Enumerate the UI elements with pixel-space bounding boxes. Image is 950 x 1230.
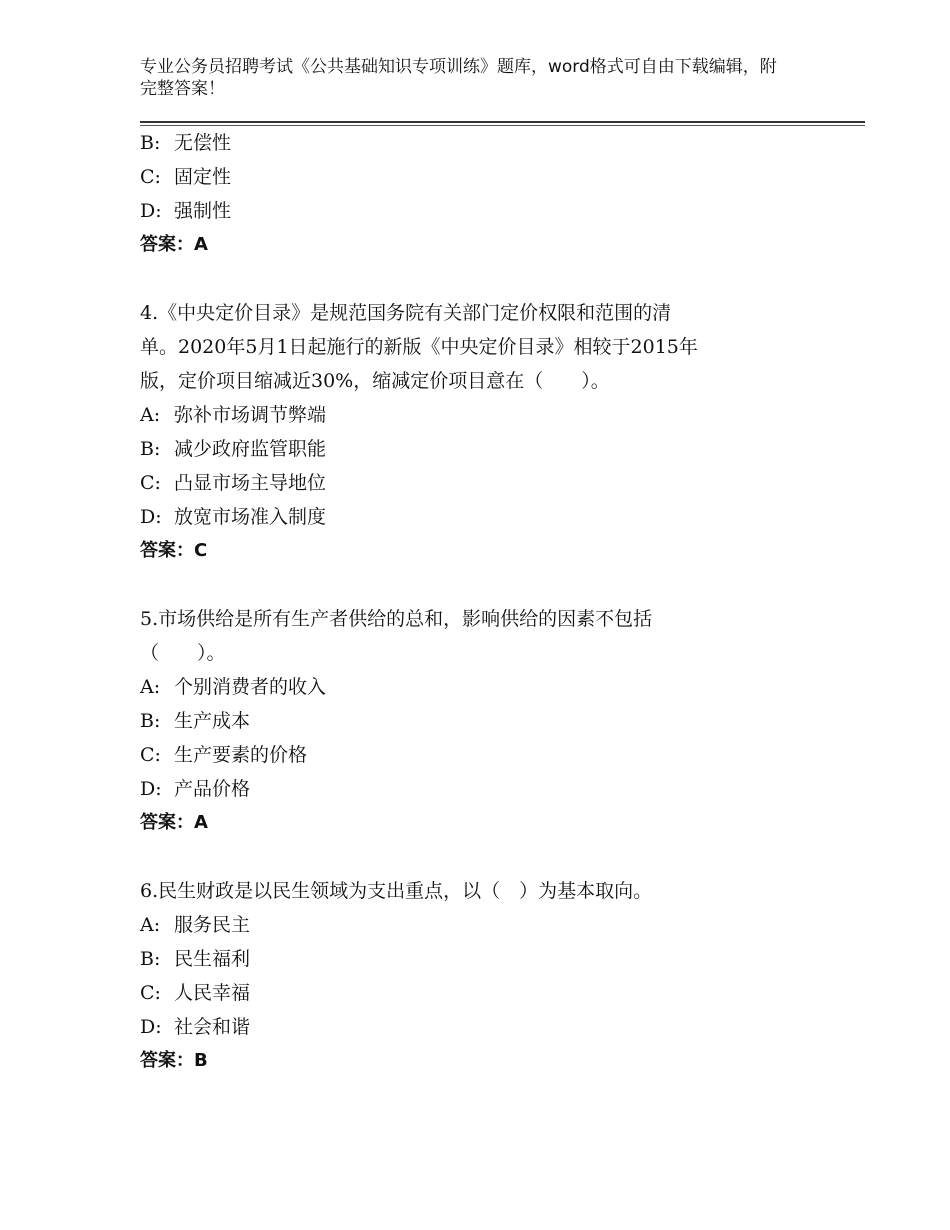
- option-letter: A:: [140, 676, 161, 698]
- option-letter: B:: [140, 132, 161, 154]
- option-text: 无偿性: [174, 132, 232, 154]
- option-text: 产品价格: [174, 778, 251, 800]
- option-c: [140, 976, 790, 1010]
- option-a: [140, 908, 790, 942]
- question-text-line: 单。2020年5月1日起施行的新版《中央定价目录》相较于2015年: [140, 336, 698, 358]
- option-c: [140, 160, 790, 194]
- option-text: 生产成本: [174, 710, 251, 732]
- option-b: [140, 704, 790, 738]
- option-text: 服务民主: [174, 914, 251, 936]
- answer-line: 答案：C: [140, 540, 208, 561]
- answer-line: 答案：B: [140, 1050, 208, 1071]
- option-b: [140, 432, 790, 466]
- option-letter: A:: [140, 404, 161, 426]
- option-letter: C:: [140, 744, 161, 766]
- option-text: 强制性: [174, 200, 232, 222]
- option-d: [140, 1010, 790, 1044]
- question-5: [140, 602, 790, 840]
- option-text: 个别消费者的收入: [174, 676, 327, 698]
- option-text: 人民幸福: [174, 982, 251, 1004]
- option-text: 社会和谐: [174, 1016, 251, 1038]
- question-text-line: 5.市场供给是所有生产者供给的总和，影响供给的因素不包括: [140, 608, 653, 630]
- previous-question-fragment: [140, 126, 790, 262]
- option-text: 减少政府监管职能: [174, 438, 327, 460]
- question-text-line: 4.《中央定价目录》是规范国务院有关部门定价权限和范围的清: [140, 302, 672, 324]
- option-letter: D:: [140, 506, 162, 528]
- option-letter: B:: [140, 948, 161, 970]
- question-4: [140, 296, 790, 568]
- option-text: 生产要素的价格: [174, 744, 308, 766]
- option-c: [140, 466, 790, 500]
- header-rule-thick: [140, 121, 865, 123]
- option-letter: D:: [140, 778, 162, 800]
- option-b: [140, 126, 790, 160]
- option-text: 凸显市场主导地位: [174, 472, 327, 494]
- question-text-line: 版，定价项目缩减近30%，缩减定价项目意在（ ）。: [140, 370, 610, 392]
- question-6: [140, 874, 790, 1078]
- question-content: [140, 126, 790, 1078]
- question-text-line: （ ）。: [140, 642, 226, 664]
- option-c: [140, 738, 790, 772]
- option-letter: D:: [140, 200, 162, 222]
- answer-line: 答案：A: [140, 234, 208, 255]
- option-text: 民生福利: [174, 948, 251, 970]
- option-letter: D:: [140, 1016, 162, 1038]
- document-header: 专业公务员招聘考试《公共基础知识专项训练》题库，word格式可自由下载编辑，附完整答案！: [140, 57, 777, 99]
- option-text: 放宽市场准入制度: [174, 506, 327, 528]
- option-letter: C:: [140, 472, 161, 494]
- option-letter: C:: [140, 982, 161, 1004]
- option-letter: B:: [140, 438, 161, 460]
- question-text-line: 6.民生财政是以民生领域为支出重点，以（ ）为基本取向。: [140, 880, 653, 902]
- option-b: [140, 942, 790, 976]
- option-a: [140, 670, 790, 704]
- option-d: [140, 500, 790, 534]
- option-letter: C:: [140, 166, 161, 188]
- answer-line: 答案：A: [140, 812, 208, 833]
- option-letter: B:: [140, 710, 161, 732]
- option-d: [140, 194, 790, 228]
- option-letter: A:: [140, 914, 161, 936]
- option-a: [140, 398, 790, 432]
- option-d: [140, 772, 790, 806]
- option-text: 弥补市场调节弊端: [174, 404, 327, 426]
- option-text: 固定性: [174, 166, 232, 188]
